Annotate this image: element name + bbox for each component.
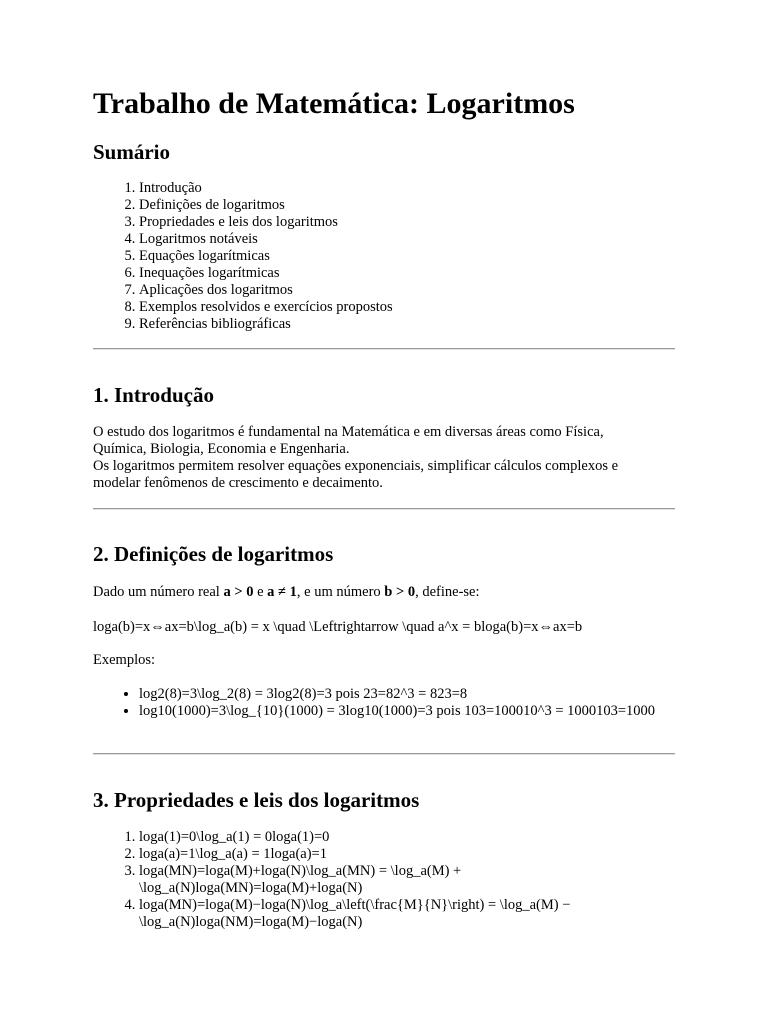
property-item: 1. loga(1)=0\log_a(1) = 0loga(1)=0 xyxy=(139,829,675,846)
examples-label-block xyxy=(93,652,675,669)
text-fragment: Dado um número real xyxy=(93,584,224,600)
property-item: 2. loga(a)=1\log_a(a) = 1loga(a)=1 xyxy=(139,846,675,863)
intro-line: O estudo dos logaritmos é fundamental na Matemática e em diversas áreas como Física, xyxy=(93,424,604,440)
summary-item: 2. Definições de logaritmos xyxy=(139,197,675,214)
divider xyxy=(93,508,675,510)
summary-item: 7. Aplicações dos logaritmos xyxy=(139,282,675,299)
property-item: 3. loga(MN)=loga(M)+loga(N)\log_a(MN) = \log_a(M) + \log_a(N)loga(MN)=loga(M)+loga(N) xyxy=(139,863,675,897)
summary-item: 6. Inequações logarítmicas xyxy=(139,265,675,282)
property-item: 4. loga(MN)=loga(M)−loga(N)\log_a\left(\frac{M}{N}\right) = \log_a(M) − \log_a(N)loga(NM)=loga(M)−loga(N) xyxy=(139,897,675,931)
definition-formula-block xyxy=(93,619,675,636)
section-3-heading: 3. Propriedades e leis dos logaritmos xyxy=(93,788,420,812)
examples-label: Exemplos: xyxy=(93,652,156,668)
summary-list-block xyxy=(93,180,675,333)
section-2-heading: 2. Definições de logaritmos xyxy=(93,542,334,566)
summary-item: 4. Logaritmos notáveis xyxy=(139,231,675,248)
example-item: • log2(8)=3\log_2(8) = 3log2(8)=3 pois 23=82^3 = 823=8 xyxy=(139,686,675,703)
intro-line: modelar fenômenos de crescimento e decaimento. xyxy=(93,475,383,491)
page-title: Trabalho de Matemática: Logaritmos xyxy=(93,87,575,120)
condition-b-positive: b > 0 xyxy=(384,584,416,600)
condition-a-not-one: a ≠ 1 xyxy=(267,584,297,600)
text-fragment: , define-se: xyxy=(415,584,480,600)
intro-line: Os logaritmos permitem resolver equações exponenciais, simplificar cálculos complexos e xyxy=(93,458,619,474)
summary-item: 9. Referências bibliográficas xyxy=(139,316,675,333)
properties-list xyxy=(93,829,675,931)
example-item: • log10(1000)=3\log_{10}(1000) = 3log10(1000)=3 pois 103=100010^3 = 1000103=1000 xyxy=(139,703,675,720)
summary-item: 1. Introdução xyxy=(139,180,675,197)
summary-list xyxy=(93,180,675,333)
summary-item: 8. Exemplos resolvidos e exercícios propostos xyxy=(139,299,675,316)
section-1-body xyxy=(93,424,675,492)
intro-line: Química, Biologia, Economia e Engenharia. xyxy=(93,441,350,457)
section-1-heading: 1. Introdução xyxy=(93,383,214,407)
definition-formula: loga(b)=x⇔ax=b\log_a(b) = x \quad \Leftrightarrow \quad a^x = bloga(b)=x⇔ax=b xyxy=(93,619,583,635)
examples-list xyxy=(93,686,675,720)
divider xyxy=(93,348,675,350)
summary-item: 5. Equações logarítmicas xyxy=(139,248,675,265)
summary-heading: Sumário xyxy=(93,140,171,164)
definition-intro-text xyxy=(93,584,675,601)
definition-intro xyxy=(93,584,675,601)
text-fragment: e xyxy=(253,584,268,600)
summary-item: 3. Propriedades e leis dos logaritmos xyxy=(139,214,675,231)
examples-list-block xyxy=(93,686,675,720)
properties-list-block xyxy=(93,829,675,931)
text-fragment: , e um número xyxy=(296,584,385,600)
divider xyxy=(93,753,675,755)
condition-a-positive: a > 0 xyxy=(223,584,254,600)
